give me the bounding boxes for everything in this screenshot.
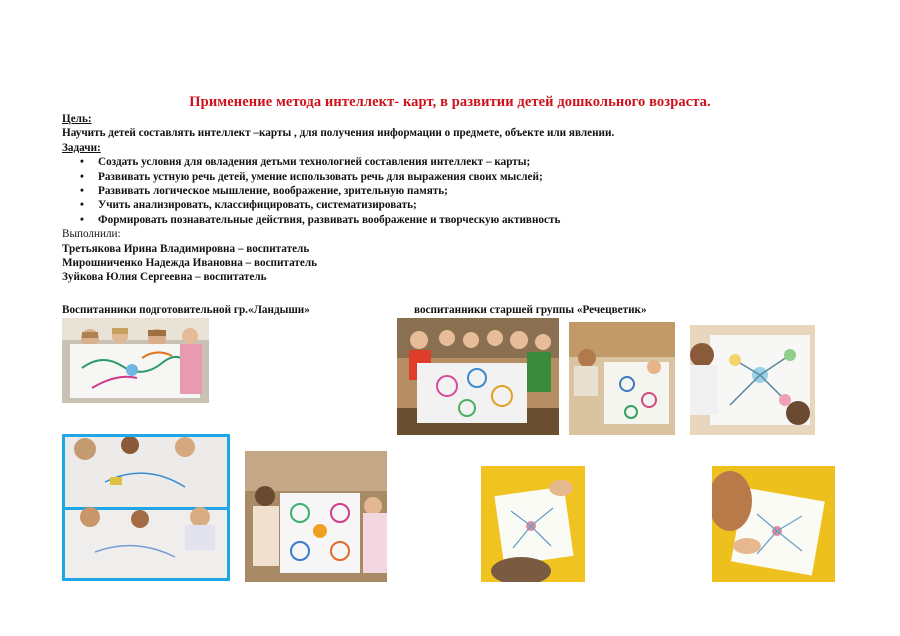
author-line: Третьякова Ирина Владимировна – воспитатель <box>62 242 310 255</box>
task-item: • Развивать устную речь детей, умение использовать речь для выражения своих мыслей; <box>80 170 862 184</box>
child-drawing-photo <box>690 325 815 435</box>
caption-left: Воспитанники подготовительной гр.«Ландыши» <box>62 304 310 316</box>
task-item: • Создать условия для овладения детьми технологией составления интеллект – карты; <box>80 155 862 169</box>
goal-label: Цель: <box>62 113 92 125</box>
group-with-poster-photo <box>397 318 559 435</box>
hands-drawing-map-photo-1 <box>481 466 585 582</box>
collage-children-drawing-photo <box>62 434 230 581</box>
tasks-label: Задачи: <box>62 141 101 154</box>
goal-text: Научить детей составлять интеллект –карты , для получения информации о предмете, объекте или явлении. <box>62 127 615 140</box>
tasks-list <box>80 155 862 227</box>
task-item: • Развивать логическое мышление, воображение, зрительную память; <box>80 184 862 198</box>
task-item: • Формировать познавательные действия, развивать воображение и творческую активность <box>80 213 862 227</box>
document-title: Применение метода интеллект- карт, в развитии детей дошкольного возраста. <box>189 94 711 110</box>
performed-by-label: Выполнили: <box>62 228 121 241</box>
author-line: Мирошниченко Надежда Ивановна – воспитатель <box>62 257 318 270</box>
document-body <box>62 112 862 285</box>
caption-right: воспитанники старшей группы «Речецветик» <box>414 304 647 316</box>
hands-drawing-map-photo-2 <box>712 466 835 582</box>
task-item: • Учить анализировать, классифицировать, систематизировать; <box>80 198 862 212</box>
children-holding-mind-map-photo <box>62 318 209 403</box>
girls-with-poster-photo <box>245 451 387 582</box>
children-at-table-photo <box>569 322 675 435</box>
author-line: Зуйкова Юлия Сергеевна – воспитатель <box>62 271 267 284</box>
